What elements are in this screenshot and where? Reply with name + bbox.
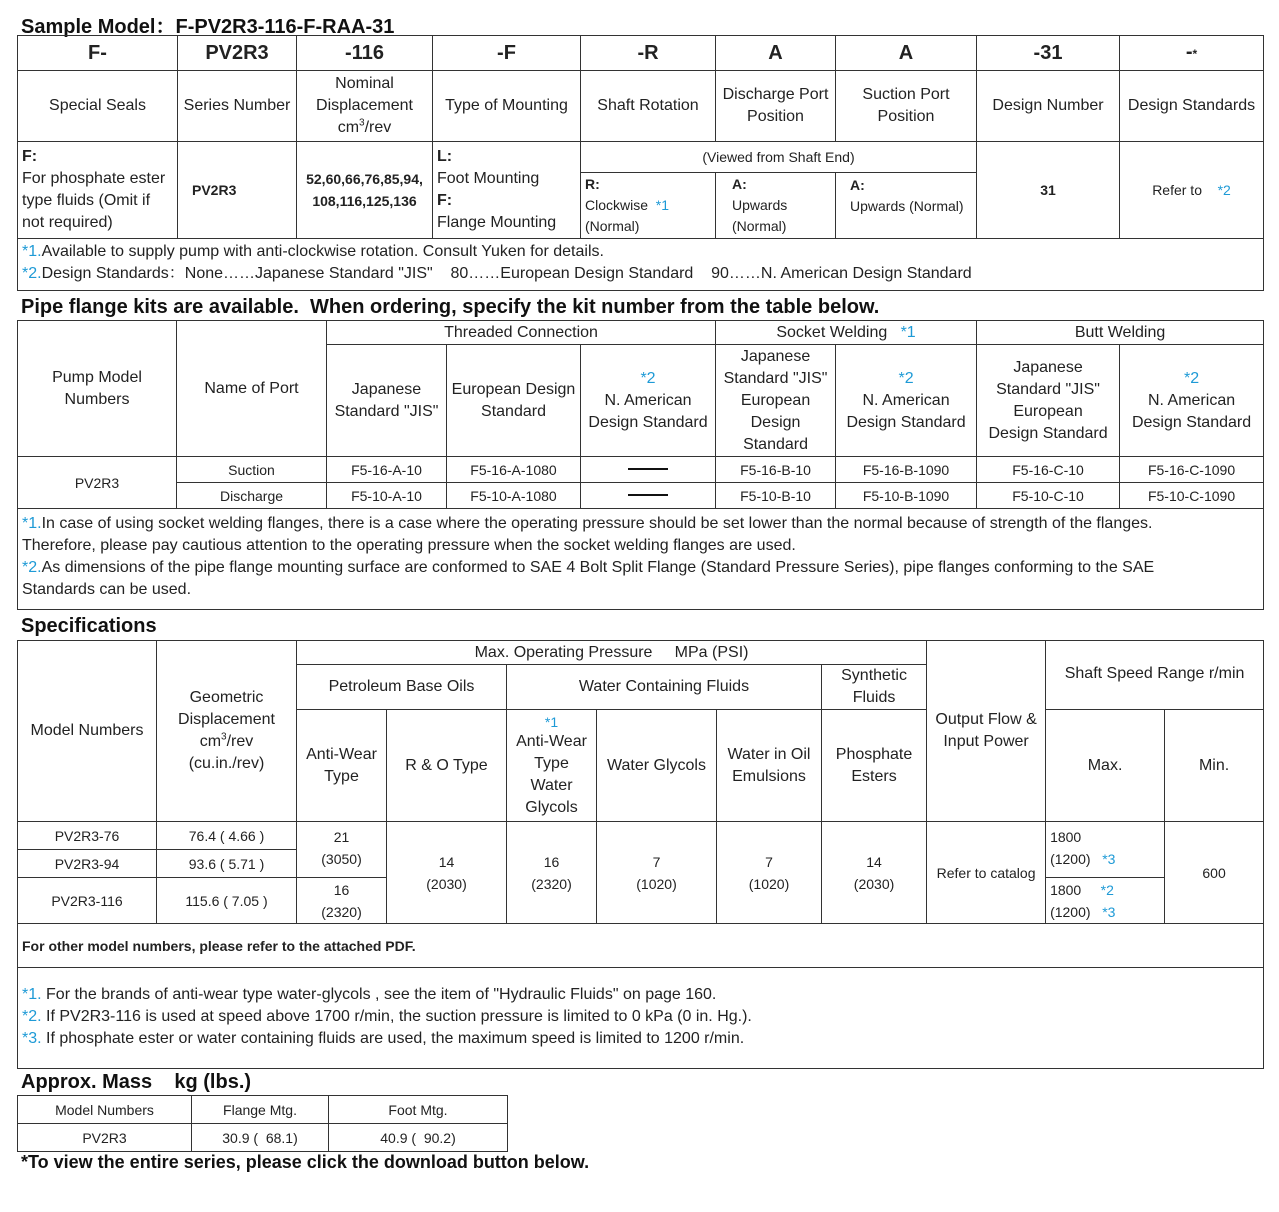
header-threaded-jis: Japanese Standard "JIS"	[327, 345, 447, 457]
spec-max-speed-a: 1800 (1200) *3	[1046, 822, 1165, 878]
header-model-numbers: Model Numbers	[18, 641, 157, 822]
header-displacement: Nominal Displacement $cm^3$/rev	[297, 71, 433, 142]
kit-socket-na: F5-10-B-1090	[836, 483, 977, 509]
table-row	[18, 822, 1264, 850]
table-row	[18, 483, 1264, 509]
code-discharge: A	[716, 36, 836, 71]
header-discharge-port: Discharge Port Position	[716, 71, 836, 142]
kit-threaded-na	[581, 457, 716, 483]
header-butt-na: *2 N. American Design Standard	[1120, 345, 1264, 457]
seal-description: F: For phosphate ester type fluids (Omit if not required)	[18, 142, 178, 239]
rotation-description: R: Clockwise *1 (Normal)	[581, 173, 716, 239]
header-shaft-rotation: Shaft Rotation	[581, 71, 716, 142]
flange-notes: *1.In case of using socket welding flanges, there is a case where the operating pressure should be set lower than the normal because of strength of the flanges. Therefore, please pay cautious attention to the operating pressure when the socket welding flanges are used. *2.As dimensions of the pipe flange mounting surface are conformed to SAE 4 Bolt Split Flange (Standard Pressure Series), pipe flanges conforming to the SAE Standards can be used.	[18, 509, 1264, 610]
code-design-number: -31	[977, 36, 1120, 71]
header-output-flow: Output Flow & Input Power	[927, 641, 1046, 822]
spec-min-speed: 600	[1165, 822, 1264, 924]
header-socket-jis-european: Japanese Standard "JIS" European Design Standard	[716, 345, 836, 457]
port-name: Suction	[177, 457, 327, 483]
not-available-dash	[628, 494, 668, 496]
kit-socket-jis: F5-16-B-10	[716, 457, 836, 483]
spec-max-speed-b: 1800 *2 (1200) *3	[1046, 878, 1165, 924]
header-socket-na: *2 N. American Design Standard	[836, 345, 977, 457]
header-shaft-speed: Shaft Speed Range r/min	[1046, 641, 1264, 710]
kit-butt-na: F5-10-C-1090	[1120, 483, 1264, 509]
header-max-speed: Max.	[1046, 710, 1165, 822]
spec-notes: *1. For the brands of anti-wear type water-glycols , see the item of "Hydraulic Fluids" on page 160. *2. If PV2R3-116 is used at speed above 1700 r/min, the suction pressure is limited to 0 kPa (0 in. Hg.). *3. If phosphate ester or water containing fluids are used, the maximum speed is limited to 1200 r/min.	[18, 968, 1264, 1069]
kit-butt-na: F5-16-C-1090	[1120, 457, 1264, 483]
download-hint: *To view the entire series, please click the download button below.	[21, 1152, 590, 1172]
spec-displacement: 76.4 ( 4.66 )	[157, 822, 297, 850]
mass-foot: 40.9 ( 90.2)	[329, 1124, 508, 1152]
spec-water-in-oil: 7 (1020)	[717, 822, 822, 924]
code-series: PV2R3	[178, 36, 297, 71]
design-number-value: 31	[977, 142, 1120, 239]
header-water-in-oil: Water in Oil Emulsions	[717, 710, 822, 822]
header-butt-welding: Butt Welding	[977, 321, 1264, 345]
header-pump-model: Pump Model Numbers	[18, 321, 177, 457]
header-threaded-connection: Threaded Connection	[327, 321, 716, 345]
displacement-values: 52,60,66,76,85,94, 108,116,125,136	[297, 142, 433, 239]
spec-model: PV2R3-76	[18, 822, 157, 850]
header-series-number: Series Number	[178, 71, 297, 142]
code-design-standard: -*	[1120, 36, 1264, 71]
header-butt-jis-european: Japanese Standard "JIS" European Design Standard	[977, 345, 1120, 457]
sample-notes: *1.Available to supply pump with anti-clockwise rotation. Consult Yuken for details. *2.Design Standards：None……Japanese Standard "JIS" 80……European Design Standard 90……N. American Design Standard	[18, 239, 1264, 291]
kit-threaded-na	[581, 483, 716, 509]
code-displacement: -116	[297, 36, 433, 71]
flange-kits-title: Pipe flange kits are available. When ordering, specify the kit number from the table below.	[21, 296, 880, 318]
spec-r-and-o: 14 (2030)	[387, 822, 507, 924]
mounting-description: L: Foot Mounting F: Flange Mounting	[433, 142, 581, 239]
code-rotation: -R	[581, 36, 716, 71]
header-suction-port: Suction Port Position	[836, 71, 977, 142]
approx-mass-table	[17, 1095, 508, 1152]
kit-threaded-jis: F5-10-A-10	[327, 483, 447, 509]
spec-water-glycols: 7 (1020)	[597, 822, 717, 924]
code-suction: A	[836, 36, 977, 71]
header-geometric-displacement: Geometric Displacement $cm^3$/rev (cu.in./rev)	[157, 641, 297, 822]
code-mounting: -F	[433, 36, 581, 71]
approx-mass-title: Approx. Mass kg (lbs.)	[21, 1071, 252, 1093]
spec-anti-wear-b: 16 (2320)	[297, 878, 387, 924]
spec-displacement: 93.6 ( 5.71 )	[157, 850, 297, 878]
specifications-title: Specifications	[21, 615, 157, 637]
kit-threaded-jis: F5-16-A-10	[327, 457, 447, 483]
spec-other-models: For other model numbers, please refer to the attached PDF.	[18, 924, 1264, 968]
spec-output-flow: Refer to catalog	[927, 822, 1046, 924]
table-row	[18, 457, 1264, 483]
mass-flange: 30.9 ( 68.1)	[192, 1124, 329, 1152]
mass-model: PV2R3	[18, 1124, 192, 1152]
kit-butt-jis: F5-10-C-10	[977, 483, 1120, 509]
header-anti-wear-water-glycols: *1 Anti-Wear Type Water Glycols	[507, 710, 597, 822]
header-name-of-port: Name of Port	[177, 321, 327, 457]
header-r-and-o: R & O Type	[387, 710, 507, 822]
header-phosphate-esters: Phosphate Esters	[822, 710, 927, 822]
kit-threaded-european: F5-16-A-1080	[447, 457, 581, 483]
flange-kits-table	[17, 320, 1264, 610]
mass-header-foot: Foot Mtg.	[329, 1096, 508, 1124]
sample-model-table	[17, 35, 1264, 291]
spec-phosphate-esters: 14 (2030)	[822, 822, 927, 924]
not-available-dash	[628, 468, 668, 470]
viewed-from-shaft-end: (Viewed from Shaft End)	[581, 142, 977, 173]
kit-butt-jis: F5-16-C-10	[977, 457, 1120, 483]
header-design-standards: Design Standards	[1120, 71, 1264, 142]
spec-anti-wear-a: 21 (3050)	[297, 822, 387, 878]
suction-description: A: Upwards (Normal)	[836, 173, 977, 239]
header-max-operating-pressure: Max. Operating Pressure MPa (PSI)	[297, 641, 927, 665]
header-design-number: Design Number	[977, 71, 1120, 142]
header-anti-wear: Anti-Wear Type	[297, 710, 387, 822]
header-socket-welding: Socket Welding *1	[716, 321, 977, 345]
series-value: PV2R3	[178, 142, 297, 239]
mass-header-model: Model Numbers	[18, 1096, 192, 1124]
sample-model-title: Sample Model：F-PV2R3-116-F-RAA-31	[21, 16, 395, 38]
spec-aw-water-glycols: 16 (2320)	[507, 822, 597, 924]
header-threaded-european: European Design Standard	[447, 345, 581, 457]
kit-socket-jis: F5-10-B-10	[716, 483, 836, 509]
mass-header-flange: Flange Mtg.	[192, 1096, 329, 1124]
specifications-table	[17, 640, 1264, 1069]
header-synthetic-fluids: Synthetic Fluids	[822, 665, 927, 710]
kit-threaded-european: F5-10-A-1080	[447, 483, 581, 509]
kit-socket-na: F5-16-B-1090	[836, 457, 977, 483]
code-seal: F-	[18, 36, 178, 71]
discharge-description: A: Upwards (Normal)	[716, 173, 836, 239]
header-water-glycols: Water Glycols	[597, 710, 717, 822]
spec-displacement: 115.6 ( 7.05 )	[157, 878, 297, 924]
spec-model: PV2R3-94	[18, 850, 157, 878]
flange-model: PV2R3	[18, 457, 177, 509]
port-name: Discharge	[177, 483, 327, 509]
header-threaded-na: *2 N. American Design Standard	[581, 345, 716, 457]
header-petroleum-base-oils: Petroleum Base Oils	[297, 665, 507, 710]
header-special-seals: Special Seals	[18, 71, 178, 142]
header-min-speed: Min.	[1165, 710, 1264, 822]
header-water-containing-fluids: Water Containing Fluids	[507, 665, 822, 710]
design-standards-refer: Refer to *2	[1120, 142, 1264, 239]
header-type-of-mounting: Type of Mounting	[433, 71, 581, 142]
spec-model: PV2R3-116	[18, 878, 157, 924]
table-row	[18, 1124, 508, 1152]
